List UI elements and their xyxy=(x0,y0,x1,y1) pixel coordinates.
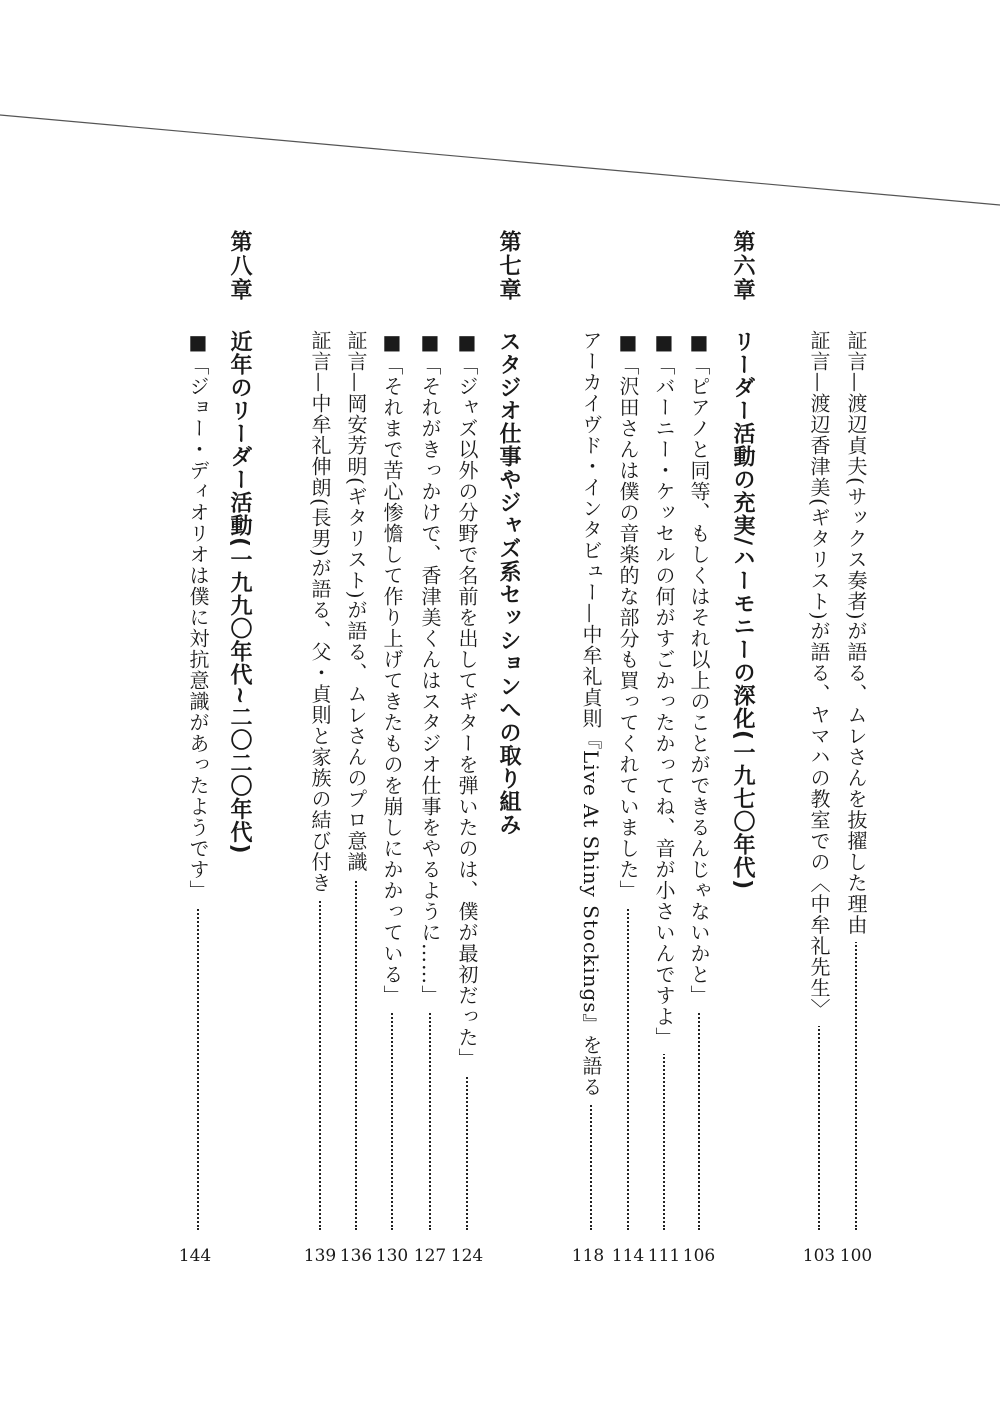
page-number: 111 xyxy=(647,1246,681,1266)
toc-entry[interactable] xyxy=(182,330,214,1230)
entry-text: 証言—中牟礼伸朗(長男)が語る、父・貞則と家族の結び付き xyxy=(308,330,332,900)
chapter-6-heading: リーダー活動の充実/ハーモニーの深化(一九七〇年代) xyxy=(730,330,755,891)
toc-entry[interactable] xyxy=(840,330,872,1230)
chapter-6-title: 第六章 xyxy=(730,230,755,302)
entry-text: 証言—渡辺貞夫(サックス奏者)が語る、ムレさんを抜擢した理由 xyxy=(844,330,868,942)
toc-entry[interactable] xyxy=(451,330,483,1230)
page-number: 127 xyxy=(413,1246,447,1266)
toc-entry[interactable] xyxy=(612,330,644,1230)
page-number: 100 xyxy=(839,1246,873,1266)
toc-entry[interactable] xyxy=(803,330,835,1230)
entry-text: アーカイヴド・インタビュー—中牟礼貞則『Live At Shiny Stockings』を語る xyxy=(579,330,603,1104)
toc-entry[interactable] xyxy=(414,330,446,1230)
chapter-8-title: 第八章 xyxy=(227,230,252,302)
entry-text: ■「ジョー・ディオリオは僕に対抗意識があったようです」 xyxy=(186,330,210,907)
page-number: 114 xyxy=(611,1246,645,1266)
entry-text: ■「ジャズ以外の分野で名前を出してギターを弾いたのは、僕が最初だった」 xyxy=(455,330,479,1075)
page-number: 139 xyxy=(303,1246,337,1266)
toc-entry[interactable] xyxy=(575,330,607,1230)
entry-text: ■「それまで苦心惨憺して作り上げてきたものを崩しにかかっている」 xyxy=(380,330,404,1012)
page-number: 144 xyxy=(178,1246,212,1266)
chapter-7-title: 第七章 xyxy=(496,230,521,302)
entry-text: 証言—渡辺香津美(ギタリスト)が語る、ヤマハの教室での〈中牟礼先生〉 xyxy=(807,330,831,1026)
entry-text: ■「沢田さんは僕の音楽的な部分も買ってくれていました」 xyxy=(616,330,640,907)
entry-text: ■「ピアノと同等、もしくはそれ以上のことができるんじゃないかと」 xyxy=(687,330,711,1012)
toc-entry[interactable] xyxy=(340,330,372,1230)
toc-entry[interactable] xyxy=(648,330,680,1230)
page-number: 106 xyxy=(682,1246,716,1266)
chapter-7-heading: スタジオ仕事やジャズ系セッションへの取り組み xyxy=(496,330,521,836)
page-number: 118 xyxy=(571,1246,605,1266)
page-number: 130 xyxy=(375,1246,409,1266)
page-number: 103 xyxy=(802,1246,836,1266)
entry-text: 証言—岡安芳明(ギタリスト)が語る、ムレさんのプロ意識 xyxy=(344,330,368,879)
decorative-diagonal-line xyxy=(0,0,1000,220)
page-number: 136 xyxy=(339,1246,373,1266)
toc-entry[interactable] xyxy=(304,330,336,1230)
entry-text: ■「バーニー・ケッセルの何がすごかったかってね、音が小さいんですよ」 xyxy=(652,330,676,1054)
entry-text: ■「それがきっかけで、香津美くんはスタジオ仕事をやるように……」 xyxy=(418,330,442,1012)
page-number: 124 xyxy=(450,1246,484,1266)
toc-entry[interactable] xyxy=(376,330,408,1230)
toc-entry[interactable] xyxy=(683,330,715,1230)
chapter-8-heading: 近年のリーダー活動(一九九〇年代~二〇二〇年代) xyxy=(227,330,252,855)
